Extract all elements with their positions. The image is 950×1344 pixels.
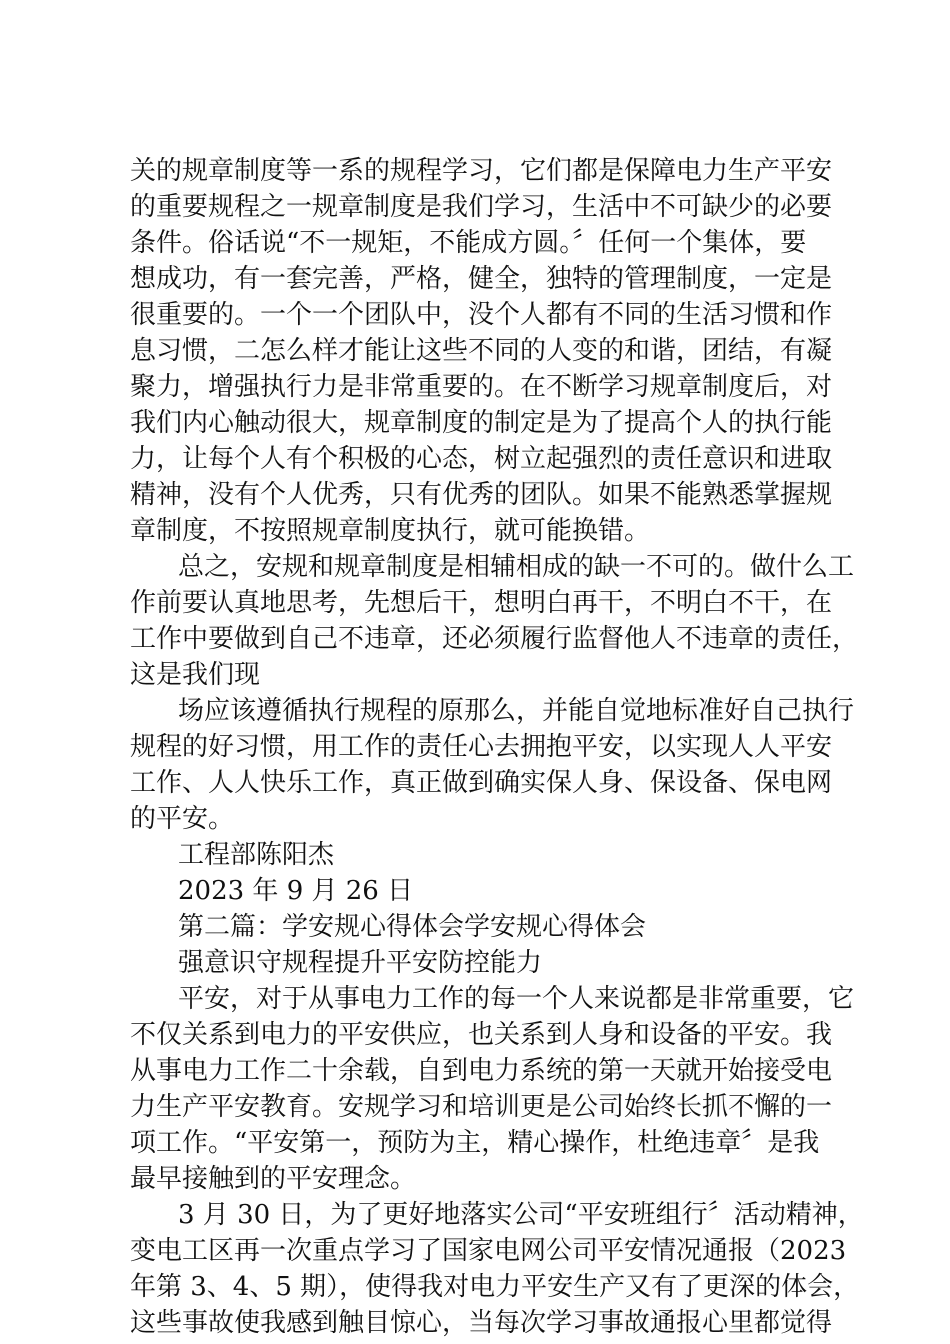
text-line: 3 月 30 日，为了更好地落实公司“平安班组行〞活动精神， — [178, 1200, 864, 1230]
text-line: 力，让每个人有个积极的心态，树立起强烈的责任意识和进取 — [130, 444, 833, 474]
text-line: 这些事故使我感到触目惊心，当每次学习事故通报心里都觉得 — [130, 1308, 833, 1338]
text-line: 工作、人人快乐工作，真正做到确实保人身、保设备、保电网 — [130, 768, 833, 798]
text-line: 最早接触到的平安理念。 — [130, 1164, 417, 1194]
text-line: 聚力，增强执行力是非常重要的。在不断学习规章制度后，对 — [130, 372, 833, 402]
text-line: 年第 3、4、5 期），使得我对电力平安生产又有了更深的体会， — [130, 1272, 860, 1302]
text-line: 想成功，有一套完善，严格，健全，独特的管理制度，一定是 — [130, 264, 833, 294]
text-line: 力生产平安教育。安规学习和培训更是公司始终长抓不懈的一 — [130, 1092, 833, 1122]
text-line: 从事电力工作二十余载，自到电力系统的第一天就开始接受电 — [130, 1056, 833, 1086]
text-line: 场应该遵循执行规程的原那么，并能自觉地标准好自己执行 — [178, 696, 855, 726]
text-line: 精神，没有个人优秀，只有优秀的团队。如果不能熟悉掌握规 — [130, 480, 833, 510]
text-line: 息习惯，二怎么样才能让这些不同的人变的和谐，团结，有凝 — [130, 336, 833, 366]
text-line: 的重要规程之一规章制度是我们学习，生活中不可缺少的必要 — [130, 192, 833, 222]
text-line: 项工作。“平安第一，预防为主，精心操作，杜绝违章〞是我 — [130, 1128, 820, 1158]
text-line: 工作中要做到自己不违章，还必须履行监督他人不违章的责任， — [130, 624, 859, 654]
text-line: 我们内心触动很大，规章制度的制定是为了提高个人的执行能 — [130, 408, 833, 438]
text-line: 不仅关系到电力的平安供应，也关系到人身和设备的平安。我 — [130, 1020, 833, 1050]
text-line: 的平安。 — [130, 804, 235, 834]
document-body — [130, 153, 864, 1341]
text-line: 很重要的。一个一个团队中，没个人都有不同的生活习惯和作 — [130, 300, 833, 330]
text-line: 这是我们现 — [130, 660, 261, 690]
text-line: 工程部陈阳杰 — [178, 840, 335, 870]
text-line: 规程的好习惯，用工作的责任心去拥抱平安，以实现人人平安 — [130, 732, 833, 762]
text-line: 强意识守规程提升平安防控能力 — [178, 948, 543, 978]
text-line: 关的规章制度等一系的规程学习，它们都是保障电力生产平安 — [130, 156, 833, 186]
text-line: 章制度，不按照规章制度执行，就可能换错。 — [130, 516, 651, 546]
text-line: 变电工区再一次重点学习了国家电网公司平安情况通报（2023 — [130, 1236, 847, 1266]
text-line: 作前要认真地思考，先想后干，想明白再干，不明白不干，在 — [130, 588, 833, 618]
text-line: 第二篇：学安规心得体会学安规心得体会 — [178, 912, 647, 942]
text-line: 2023 年 9 月 26 日 — [178, 876, 414, 906]
text-line: 总之，安规和规章制度是相辅相成的缺一不可的。做什么工 — [178, 552, 855, 582]
text-line: 平安，对于从事电力工作的每一个人来说都是非常重要，它 — [178, 984, 855, 1014]
text-line: 条件。俗话说“不一规矩，不能成方圆。〞任何一个集体，要 — [130, 228, 807, 258]
